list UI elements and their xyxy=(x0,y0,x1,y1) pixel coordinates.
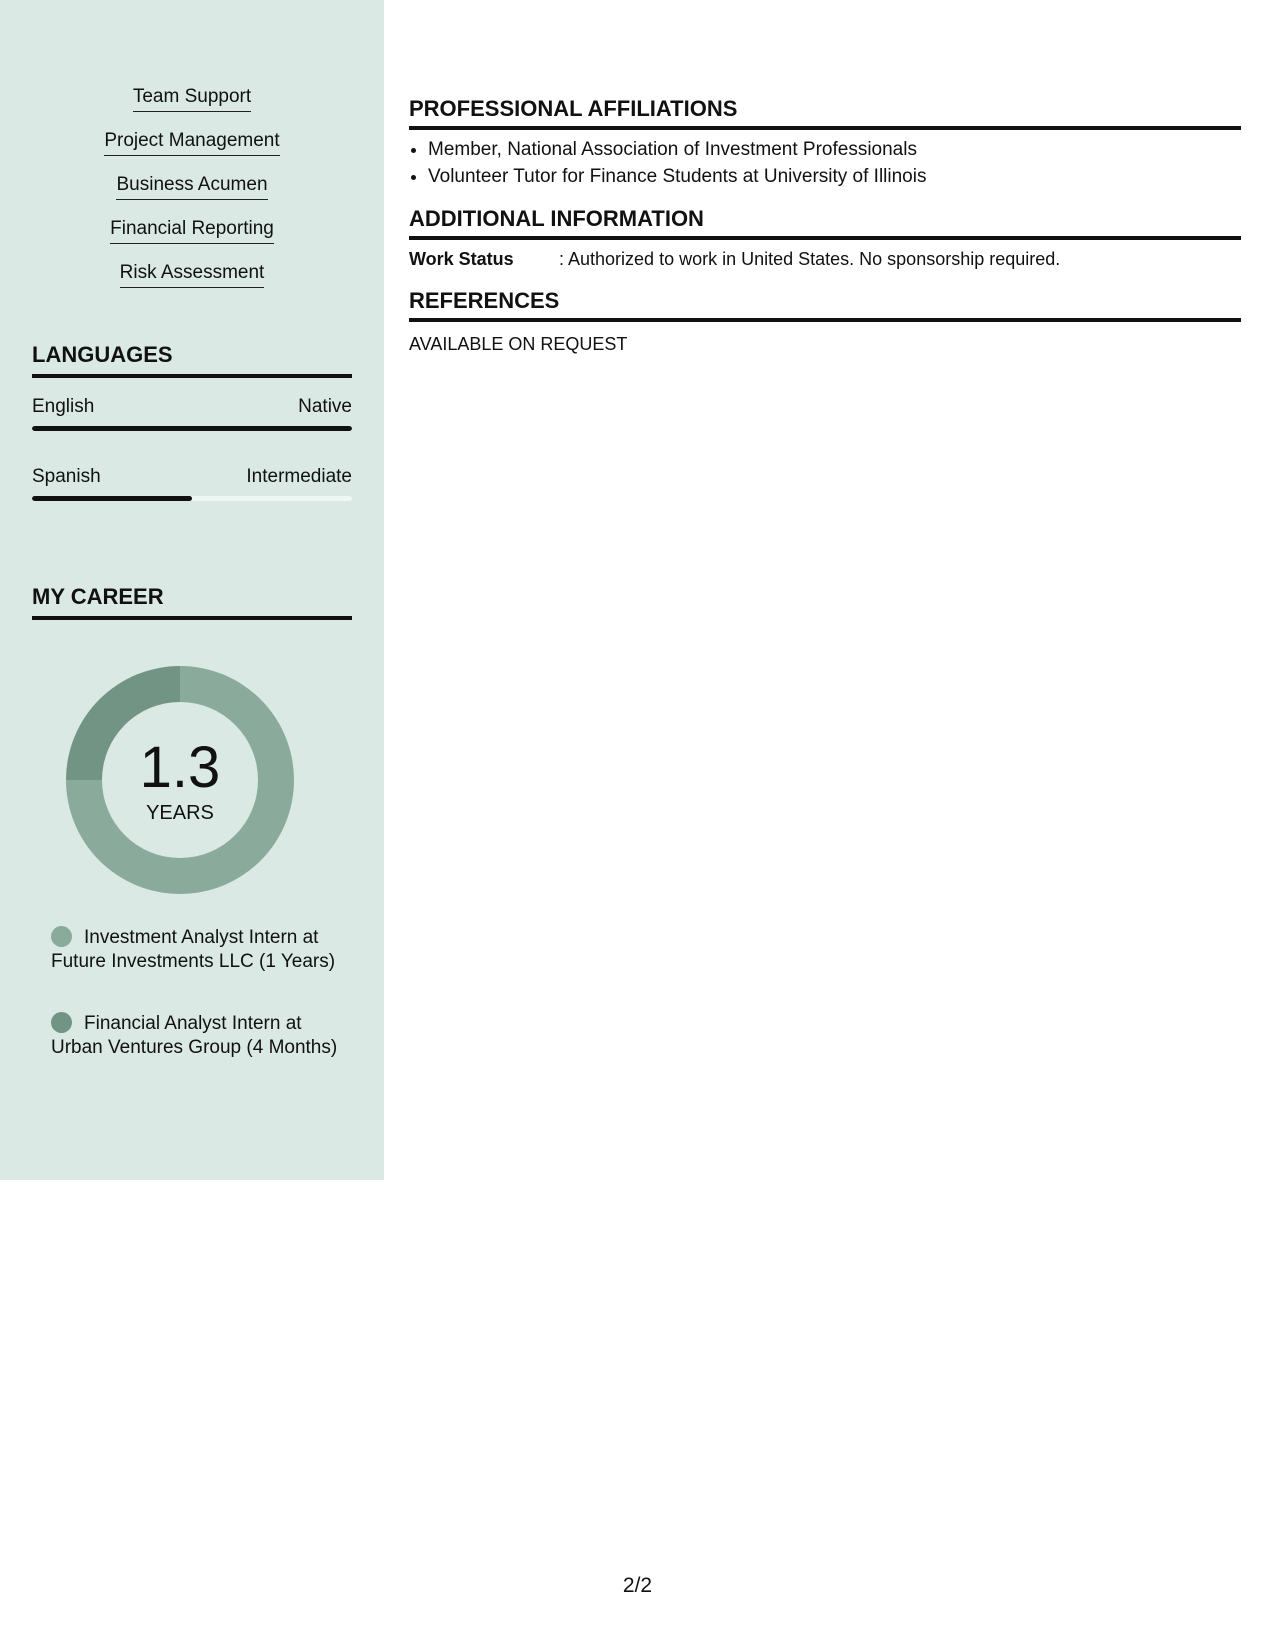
skill-item: Project Management xyxy=(104,130,279,156)
additional-info-heading: ADDITIONAL INFORMATION xyxy=(409,206,1241,240)
career-heading: MY CAREER xyxy=(32,584,352,620)
career-legend-item xyxy=(51,926,341,974)
skill-item: Financial Reporting xyxy=(110,218,274,244)
language-level: Intermediate xyxy=(246,466,352,487)
page-number: 2/2 xyxy=(622,1574,653,1597)
skill-item: Business Acumen xyxy=(116,174,267,200)
work-status-label: Work Status xyxy=(409,249,514,269)
legend-dot-icon xyxy=(51,1012,72,1033)
career-legend-label: Financial Analyst Intern at Urban Ventures Group (4 Months) xyxy=(51,1013,338,1058)
list-item: • Member, National Association of Investment Professionals xyxy=(428,136,926,163)
affiliations-list xyxy=(409,136,926,190)
references-heading: REFERENCES xyxy=(409,288,1241,322)
languages-heading: LANGUAGES xyxy=(32,342,352,378)
career-legend-item xyxy=(51,1012,341,1060)
career-donut-center xyxy=(66,666,294,894)
career-legend-label: Investment Analyst Intern at Future Investments LLC (1 Years) xyxy=(51,927,336,972)
skill-item: Risk Assessment xyxy=(120,262,265,288)
skills-list xyxy=(0,86,384,306)
career-unit: YEARS xyxy=(146,802,214,824)
affiliations-heading: PROFESSIONAL AFFILIATIONS xyxy=(409,96,1241,130)
career-total: 1.3 xyxy=(139,735,221,800)
language-bar-fill xyxy=(32,496,192,501)
career-donut xyxy=(66,666,294,894)
language-name: Spanish xyxy=(32,466,101,487)
sidebar xyxy=(0,0,384,1180)
language-row xyxy=(32,466,352,488)
language-bar xyxy=(32,496,352,501)
work-status-value: : Authorized to work in United States. No sponsorship required. xyxy=(559,249,1061,269)
work-status-row xyxy=(409,248,1060,270)
references-text: AVAILABLE ON REQUEST xyxy=(409,334,628,354)
legend-dot-icon xyxy=(51,926,72,947)
language-name: English xyxy=(32,396,95,417)
language-level: Native xyxy=(298,396,352,417)
language-bar-fill xyxy=(32,426,352,431)
list-item: • Volunteer Tutor for Finance Students at University of Illinois xyxy=(428,163,926,190)
language-row xyxy=(32,396,352,418)
language-bar xyxy=(32,426,352,431)
skill-item: Team Support xyxy=(133,86,251,112)
